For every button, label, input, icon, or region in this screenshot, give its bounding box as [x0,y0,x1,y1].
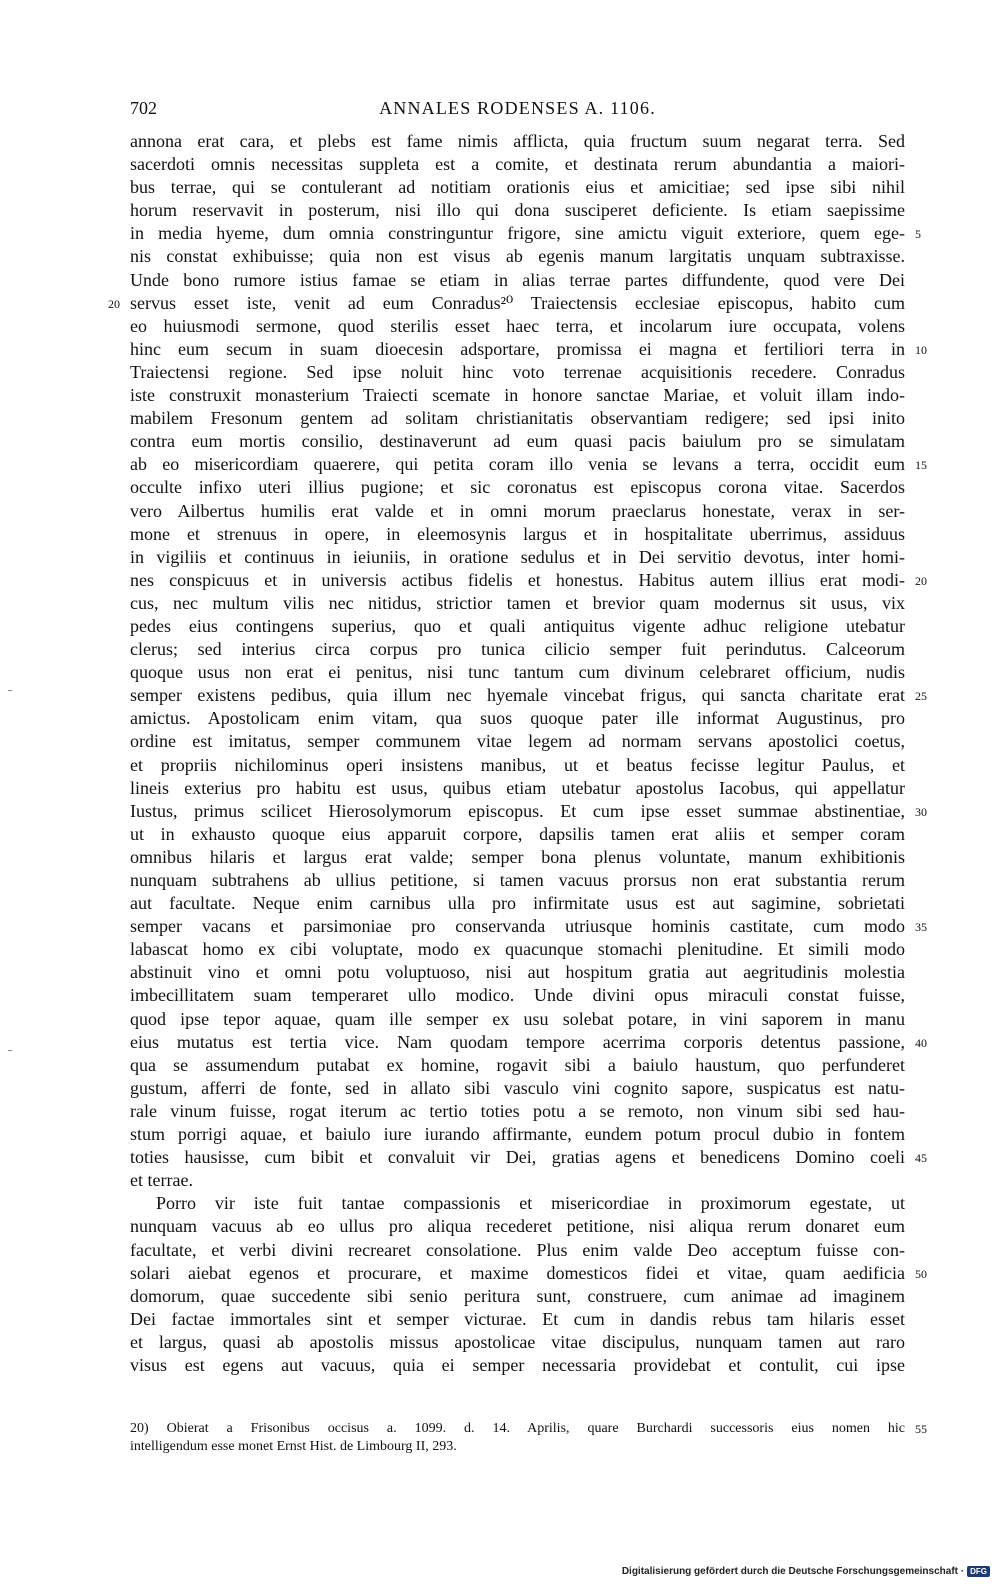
page-number: 702 [130,98,157,118]
text-line: visus est egens aut vacuus, quia ei semper necessaria providebat et contulit, cui ipse [130,1354,905,1375]
text-line: omnibus hilaris et largus erat valde; semper bona plenus voluntate, manum exhibitionis [130,846,905,867]
text-line: toties hausisse, cum bibit et convaluit vir Dei, gratias agens et benedicens Domino coeli 45 [130,1147,927,1168]
main-text [108,130,927,1377]
line-number-margin: 10 [915,342,927,357]
text-line: sacerdoti omnis necessitas suppleta est a comite, et destinata rerum abundantia a maiori- [130,154,905,175]
dfg-logo: DFG [967,1566,990,1577]
text-line: gustum, afferri de fonte, sed in allato sibi vasculo vini cognito sapore, suspicatus est natu- [130,1077,905,1098]
text-line: et terrae. [130,1170,193,1191]
text-line: qua se assumendum putabat ex homine, rogavit sibi a baiulo haustum, quo perfunderet [130,1054,905,1075]
scan-margin-mark [8,1050,12,1051]
text-line: facultate, et verbi divini recrearet consolatione. Plus enim valde Deo acceptum fuisse con- [130,1239,905,1260]
line-number-margin: 35 [915,920,927,935]
text-line: ordine est imitatus, semper communem vitae legem ad normam servans apostolici coetus, [130,731,905,752]
running-title: ANNALES RODENSES A. 1106. [379,98,656,118]
text-line: Dei factae immortales sint et semper victurae. Et cum in dandis rebus tam hilaris esset [130,1308,905,1329]
text-line: eo huiusmodi sermone, quod sterilis esset haec terra, et incolarum iure occupata, volens [130,315,905,336]
line-number-margin: 30 [915,804,927,819]
text-line: iste construxit monasterium Traiecti scemate in honore sanctae Mariae, et voluit illam indo- [130,385,905,406]
text-line: semper vacans et parsimoniae pro conservanda utriusque hominis castitate, cum modo 35 [130,916,927,937]
text-line: nunquam vacuus ab eo ullus pro aliqua recederet petitione, nisi aliqua rerum donaret eum [130,1216,905,1237]
text-line: in media hyeme, dum omnia constringuntur frigore, sine amictu viguit exteriore, quem ege- 5 [130,223,921,244]
text-line: amictus. Apostolicam enim vitam, qua suos quoque pater ille informat Augustinus, pro [130,708,905,729]
scan-margin-mark [8,690,12,691]
text-line: domorum, quae succedente sibi senio peritura sunt, construere, cum animae ad imaginem [130,1285,905,1306]
text-line: ut in exhausto quoque eius apparuit corpore, dapsilis tamen erat aliis et semper coram [130,823,905,844]
text-line: solari aiebat egenos et procurare, et maxime domesticos fidei et vitae, quam aedificia 50 [130,1262,927,1283]
text-line: contra eum mortis consilio, destinaverunt ad eum quasi pacis baiulum pro se simulatam [130,431,905,452]
text-line: horum reservavit in posterum, nisi illo qui dona susciperet deficiente. Is etiam saepissime [130,200,905,221]
text-line: nes conspicuus et in universis actibus fidelis et honestus. Habitus autem illius erat modi- 20 [130,569,927,590]
footnote [130,1420,927,1456]
text-line: nis constat exhibuisse; quia non est visus ab egenis manum largitatis unquam subtraxisse. [130,246,905,267]
text-line: pedes eius contingens superius, quo et quali antiquitus vigente adhuc religione utebatur [130,615,905,636]
text-line: mabilem Fresonum gentem ad solitam christianitatis observantiam redigere; sed ipsi inito [130,408,905,429]
text-line: eius mutatus est tertia vice. Nam quodam tempore acerrima corporis detentus passione, 40 [130,1031,927,1052]
text-line: Iustus, primus scilicet Hierosolymorum episcopus. Et cum ipse esset summae abstinentiae, 30 [130,800,927,821]
text-line: aut facultate. Neque enim carnibus ulla pro infirmitate usus est aut sagimine, sobrietati [130,893,905,914]
text-line: Traiectensi regione. Sed ipse noluit hinc voto terrenae acquisitionis recedere. Conradus [130,361,905,382]
text-line: Unde bono rumore istius famae se etiam in alias terrae partes diffundente, quod vere Dei [130,269,905,290]
text-line: lineis exterius pro habitu est usus, quibus etiam utebatur apostolus Iacobus, qui appellatur [130,777,905,798]
text-line: imbecillitatem suam temperaret ullo modico. Unde divini opus miraculi constat fuisse, [130,985,905,1006]
text-line: Porro vir iste fuit tantae compassionis et misericordiae in proximorum egestate, ut [156,1193,905,1214]
text-line: hinc eum secum in suam dioecesin adsportare, promissa ei magna et fertiliori terra in 10 [130,338,927,359]
line-number-margin: 25 [915,689,927,704]
line-number-margin: 20 [915,573,927,588]
digitization-credit [622,1566,990,1577]
text-line: rale vinum fuisse, rogat iterum ac tertio toties potu a se remoto, non vinum sibi sed hau- [130,1100,905,1121]
text-line: quoque usus non erat ei penitus, nisi tunc tantum cum divinum celebraret officium, nudis [130,662,905,683]
text-line: et propriis nichilominus operi insistens manibus, ut et beatus fecisse legitur Paulus, et [130,754,905,775]
text-line: labascat homo ex cibi voluptate, modo ex quacunque stomachi plenitudine. Et simili modo [130,939,905,960]
line-number-margin: 55 [915,1422,927,1436]
line-number-margin: 50 [915,1266,927,1281]
text-line: occulte infixo uteri illius pugione; et sic coronatus est episcopus corona vitae. Sacerdos [130,477,905,498]
text-line: ab eo misericordiam quaerere, qui petita coram illo venia se levans a terra, occidit eum 15 [130,454,927,475]
text-line: stum porrigi aquae, et baiulo iure iurando affirmante, eundem potum procul dubio in fontem [130,1124,905,1145]
line-number-margin: 15 [915,458,927,473]
text-line: semper existens pedibus, quia illum nec hyemale vincebat frigus, qui sancta charitate erat 25 [130,685,927,706]
footnote-marker-margin: 20 [108,296,120,311]
text-line: nunquam subtrahens ab ullius petitione, si tamen vacuus prorsus non erat substantia rerum [130,870,905,890]
page-header [130,98,905,124]
footnote-line: 20) Obierat a Frisonibus occisus a. 1099. d. 14. Aprilis, quare Burchardi successoris eius nomen hic 55 [130,1421,927,1436]
text-line: annona erat cara, et plebs est fame nimis afflicta, quia fructum suum negarat terra. Sed [130,131,905,151]
line-number-margin: 5 [915,227,921,242]
text-line: cus, nec multum vilis nec nitidus, strictior tamen et brevior quam modernus sit usus, vix [130,592,905,613]
text-line: quod ipse tepor aquae, quam ille semper ex usu solebat potare, in vini saporem in manu [130,1008,905,1029]
text-line: vero Ailbertus humilis erat valde et in omni morum praeclarus honestate, verax in ser- [130,500,905,521]
text-line: in vigiliis et continuus in ieiuniis, in oratione sedulus et in Dei servitio devotus, inter homi- [130,546,905,567]
text-line: bus terrae, qui se contulerant ad notitiam orationis eius et amicitiae; sed ipse sibi nihil [130,177,905,198]
line-number-margin: 40 [915,1035,927,1050]
footnote-line: intelligendum esse monet Ernst Hist. de Limbourg II, 293. [130,1439,457,1454]
text-line: servus esset iste, venit ad eum Conradus²⁰ Traiectensis ecclesiae episcopus, habito cum 20 [108,292,905,313]
text-line: mone et strenuus in opere, in eleemosynis largus et in hospitalitate uberrimus, assiduus [130,523,905,544]
text-line: abstinuit vino et omni potu voluptuoso, nisi aut hospitum gratia aut aegritudinis molestia [130,962,905,983]
credit-text: Digitalisierung gefördert durch die Deutsche Forschungsgemeinschaft · [621,1566,965,1577]
line-number-margin: 45 [915,1151,927,1166]
text-line: clerus; sed interius circa corpus pro tunica cilicio semper fuit perindutus. Calceorum [130,639,905,660]
text-line: et largus, quasi ab apostolis missus apostolicae vitae discipulus, nunquam tamen aut raro [130,1331,905,1352]
